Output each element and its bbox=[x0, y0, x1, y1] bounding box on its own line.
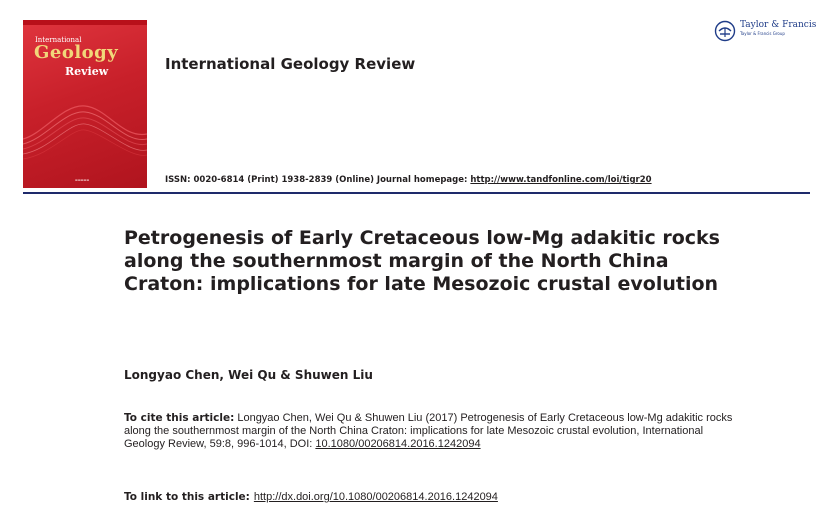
article-doi-link[interactable]: http://dx.doi.org/10.1080/00206814.2016.1242094 bbox=[253, 491, 498, 503]
cover-top-bar bbox=[23, 20, 147, 25]
citation-label: To cite this article: bbox=[124, 412, 235, 424]
journal-name: International Geology Review bbox=[165, 55, 416, 73]
citation-doi-link[interactable]: 10.1080/00206814.2016.1242094 bbox=[315, 438, 481, 450]
journal-cover-image bbox=[23, 20, 147, 188]
citation-text: Longyao Chen, Wei Qu & Shuwen Liu (2017) Petrogenesis of Early Cretaceous low-Mg adakitic rocks along the southernmost margin of the North China Craton: implications for late Mesozoic crustal evolution, International Geology Review, 59:8, 996-1014, DOI: bbox=[124, 412, 733, 450]
citation-block bbox=[124, 412, 744, 451]
cover-publisher-mark: ▬▬▬▬▬ bbox=[75, 178, 90, 182]
cover-title-geology: Geology bbox=[34, 42, 119, 63]
cover-title-international: International bbox=[35, 36, 82, 44]
issn-text: ISSN: 0020-6814 (Print) 1938-2839 (Online) Journal homepage: bbox=[165, 175, 471, 185]
journal-homepage-link[interactable]: http://www.tandfonline.com/loi/tigr20 bbox=[470, 175, 652, 185]
header-divider bbox=[23, 192, 810, 194]
taylor-francis-logo-icon bbox=[714, 20, 736, 42]
cover-title-review: Review bbox=[65, 65, 109, 78]
article-link-label: To link to this article: bbox=[124, 491, 250, 503]
article-link-line bbox=[124, 490, 498, 503]
taylor-francis-logo[interactable] bbox=[714, 20, 816, 42]
article-authors: Longyao Chen, Wei Qu & Shuwen Liu bbox=[124, 368, 373, 382]
article-title: Petrogenesis of Early Cretaceous low-Mg adakitic rocks along the southernmost margin of the North China Craton: implications for late Mesozoic crustal evolution bbox=[124, 227, 720, 295]
publisher-group: Taylor & Francis Group bbox=[740, 31, 785, 36]
publisher-name: Taylor & Francis bbox=[740, 20, 817, 30]
cover-wave-artwork bbox=[23, 84, 147, 174]
issn-line bbox=[165, 175, 652, 185]
